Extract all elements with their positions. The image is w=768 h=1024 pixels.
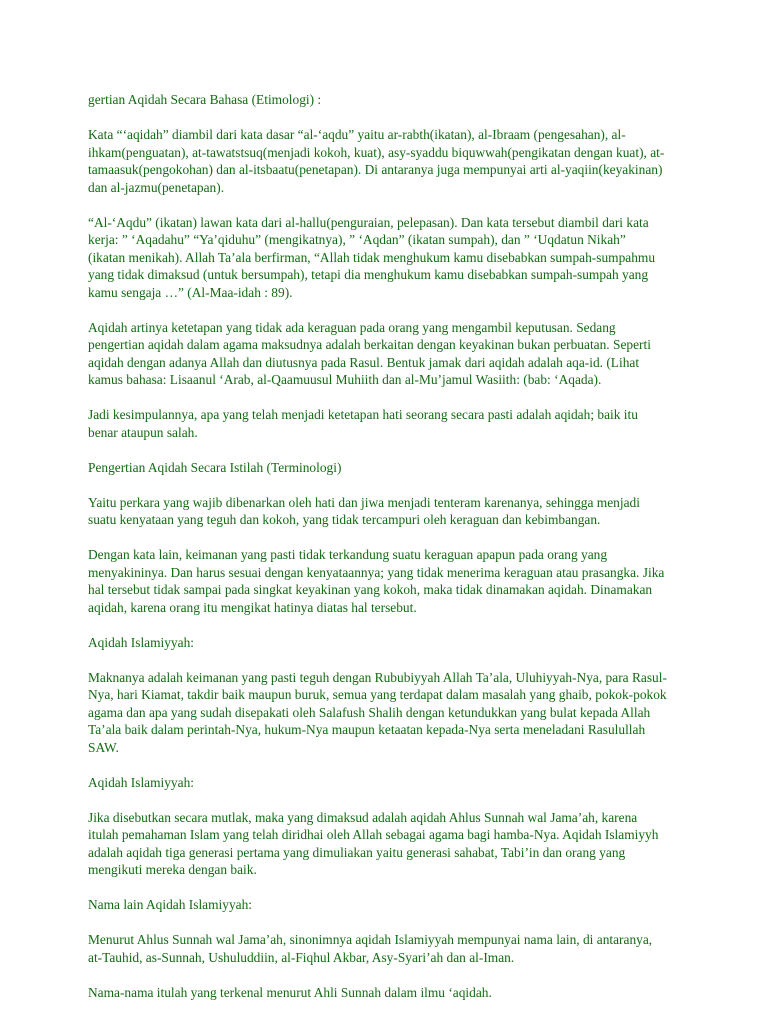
paragraph-kesimpulan: Jadi kesimpulannya, apa yang telah menjadi ketetapan hati seorang secara pasti adalah aqidah; baik itu benar ataupun salah.: [88, 407, 638, 440]
paragraph-maknanya: Maknanya adalah keimanan yang pasti teguh dengan Rububiyyah Allah Ta’ala, Uluhiyyah-Nya, para Rasul- Nya, hari Kiamat, takdir baik maupun buruk, semua yang terdapat dalam masalah yang ghaib, pokok-pokok agama dan apa yang sudah disepakati oleh Salafush Shalih dengan ketundukkan yang bulat kepada Allah Ta’ala baik dalam perintah-Nya, hukum-Nya maupun ketaatan kepada-Nya serta meneladani Rasulullah SAW.: [88, 669, 667, 755]
paragraph-aqidah-artinya: Aqidah artinya ketetapan yang tidak ada keraguan pada orang yang mengambil keputusan. Sedang pengertian aqidah dalam agama maksudnya adalah berkaitan dengan keyakinan bukan perbuatan. Seperti aqidah dengan adanya Allah dan diutusnya pada Rasul. Bentuk jamak dari aqidah adalah aqa-id. (Lihat kamus bahasa: Lisaanul ‘Arab, al-Qaamuusul Muhiith dan al-Mu’jamul Wasiith: (bab: ‘Aqada).: [88, 319, 651, 387]
paragraph-nama-nama: Nama-nama itulah yang terkenal menurut Ahli Sunnah dalam ilmu ‘aqidah.: [88, 984, 492, 1000]
document-page: [88, 91, 688, 1019]
section-heading-terminologi: Pengertian Aqidah Secara Istilah (Terminologi): [88, 459, 342, 475]
paragraph-kata-aqidah: Kata “‘aqidah” diambil dari kata dasar “al-‘aqdu” yaitu ar-rabth(ikatan), al-Ibraam (pengesahan), al- ihkam(penguatan), at-tawatstsuq(menjadi kokoh, kuat), asy-syaddu biquwwah(pengikatan dengan kuat), at- tamaasuk(pengokohan) dan al-itsbaatu(penetapan). Di antaranya juga mempunyai arti al-yaqiin(keyakinan) dan al-jazmu(penetapan).: [88, 127, 665, 195]
paragraph-jika-disebutkan: Jika disebutkan secara mutlak, maka yang dimaksud adalah aqidah Ahlus Sunnah wal Jama’ah, karena itulah pemahaman Islam yang telah diridhai oleh Allah sebagai agama bagi hamba-Nya. Aqidah Islamiyyh adalah aqidah tiga generasi pertama yang dimuliakan yaitu generasi sahabat, Tabi’in dan orang yang mengikuti mereka dengan baik.: [88, 809, 659, 877]
section-heading-etimologi: gertian Aqidah Secara Bahasa (Etimologi) :: [88, 92, 322, 107]
section-heading-aqidah-islamiyyah-1: Aqidah Islamiyyah:: [88, 634, 194, 650]
section-heading-nama-lain: Nama lain Aqidah Islamiyyah:: [88, 897, 252, 912]
section-heading-aqidah-islamiyyah-2: Aqidah Islamiyyah:: [88, 774, 194, 790]
paragraph-dengan-kata-lain: Dengan kata lain, keimanan yang pasti tidak terkandung suatu keraguan apapun pada orang yang menyakininya. Dan harus sesuai dengan kenyataannya; yang tidak menerima keraguan atau prasangka. Jika hal tersebut tidak sampai pada singkat keyakinan yang kokoh, maka tidak dinamakan aqidah. Dinamakan aqidah, karena orang itu mengikat hatinya diatas hal tersebut.: [88, 547, 665, 615]
paragraph-menurut-ahlus-sunnah: Menurut Ahlus Sunnah wal Jama’ah, sinonimnya aqidah Islamiyyah mempunyai nama lain, di antaranya, at-Tauhid, as-Sunnah, Ushuluddiin, al-Fiqhul Akbar, Asy-Syari’ah dan al-Iman.: [88, 932, 653, 965]
paragraph-al-aqdu: “Al-‘Aqdu” (ikatan) lawan kata dari al-hallu(penguraian, pelepasan). Dan kata tersebut diambil dari kata kerja: ” ‘Aqadahu” “Ya’qiduhu” (mengikatnya), ” ‘Aqdan” (ikatan sumpah), dan ” ‘Uqdatun Nikah” (ikatan menikah). Allah Ta’ala berfirman, “Allah tidak menghukum kamu disebabkan sumpah-sumpahmu yang tidak dimaksud (untuk bersumpah), tetapi dia menghukum kamu disebabkan sumpah-sumpah yang kamu sengaja …” (Al-Maa-idah : 89).: [88, 214, 656, 300]
paragraph-yaitu-perkara: Yaitu perkara yang wajib dibenarkan oleh hati dan jiwa menjadi tenteram karenanya, sehingga menjadi suatu kenyataan yang teguh dan kokoh, yang tidak tercampuri oleh keraguan dan kebimbangan.: [88, 494, 640, 527]
